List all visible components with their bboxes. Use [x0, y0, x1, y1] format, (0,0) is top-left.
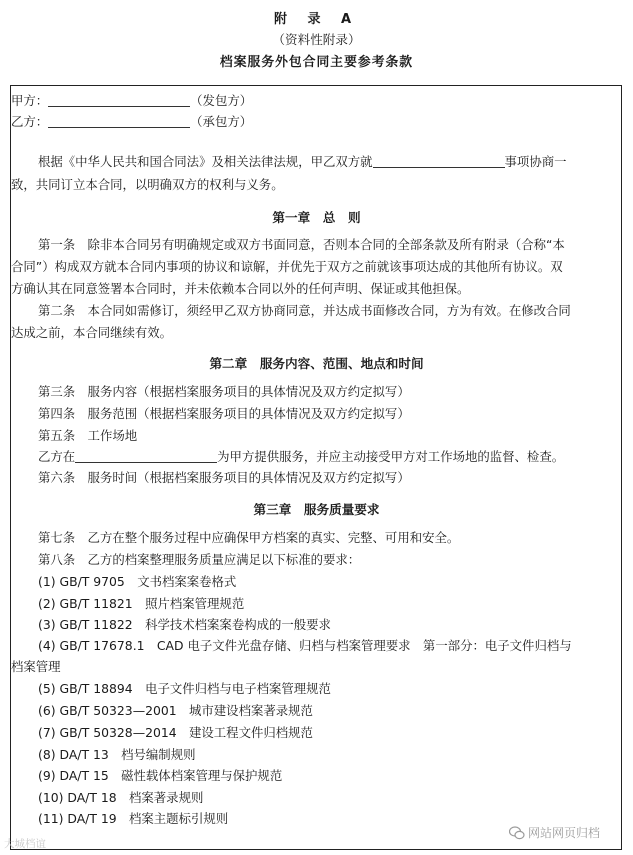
standard-item: (9) DA/T 15 磁性载体档案管理与保护规范 [38, 768, 283, 783]
article-1-line-2: 合同”）构成双方就本合同内事项的协议和谅解，并优先于双方之前就该事项达成的其他所有协议。双 [11, 259, 563, 274]
party-b-label: 乙方： [11, 114, 49, 129]
watermark-left: 大城档谊 [4, 838, 46, 850]
article-5-venue-line [38, 449, 564, 465]
party-a-blank [48, 94, 190, 107]
article-6: 第六条 服务时间（根据档案服务项目的具体情况及双方约定拟写） [38, 470, 410, 485]
party-a-label: 甲方： [11, 93, 49, 108]
standard-item-continuation: 档案管理 [11, 659, 61, 674]
article-7: 第七条 乙方在整个服务过程中应确保甲方档案的真实、完整、可用和安全。 [38, 530, 460, 545]
standard-item: (1) GB/T 9705 文书档案案卷格式 [38, 574, 237, 589]
standard-item: (8) DA/T 13 档号编制规则 [38, 747, 196, 762]
chapter-2-title: 第二章 服务内容、范围、地点和时间 [209, 356, 424, 371]
standard-item: (6) GB/T 50323—2001 城市建设档案著录规范 [38, 703, 313, 718]
wechat-icon [509, 826, 525, 840]
party-a-role: （发包方） [190, 93, 253, 108]
article-1-line-1: 第一条 除非本合同另有明确规定或双方书面同意，否则本合同的全部条款及所有附录（合称“本 [38, 237, 565, 252]
party-b-blank [48, 115, 190, 128]
article-3: 第三条 服务内容（根据档案服务项目的具体情况及双方约定拟写） [38, 384, 410, 399]
watermark-right-text: 网站网页归档 [528, 826, 601, 840]
intro-text-post: 事项协商一 [504, 154, 567, 169]
article-5-venue-pre: 乙方在 [38, 449, 76, 464]
party-b-line [11, 114, 252, 130]
intro-line-1 [38, 154, 567, 170]
article-2-line-2: 达成之前，本合同继续有效。 [11, 325, 173, 340]
party-a-line [11, 93, 252, 109]
watermark-right [505, 822, 604, 843]
standard-item: (7) GB/T 50328—2014 建设工程文件归档规范 [38, 725, 313, 740]
article-4: 第四条 服务范围（根据档案服务项目的具体情况及双方约定拟写） [38, 406, 410, 421]
standard-item: (2) GB/T 11821 照片档案管理规范 [38, 596, 245, 611]
intro-line-2: 致，共同订立本合同，以明确双方的权利与义务。 [11, 177, 284, 192]
chapter-3-title: 第三章 服务质量要求 [253, 502, 380, 517]
appendix-note: （资料性附录） [272, 32, 361, 47]
party-b-role: （承包方） [190, 114, 253, 129]
intro-blank [373, 155, 505, 168]
article-5-venue-post: 为甲方提供服务，并应主动接受甲方对工作场地的监督、检查。 [217, 449, 565, 464]
article-8: 第八条 乙方的档案整理服务质量应满足以下标准的要求： [38, 552, 361, 567]
article-5-venue-blank [75, 450, 217, 463]
chapter-1-title: 第一章 总 则 [272, 210, 361, 225]
standard-item: (3) GB/T 11822 科学技术档案案卷构成的一般要求 [38, 617, 331, 632]
standard-item: (5) GB/T 18894 电子文件归档与电子档案管理规范 [38, 681, 331, 696]
standard-item: (4) GB/T 17678.1 CAD 电子文件光盘存储、归档与档案管理要求 第一部分：电子文件归档与 [38, 638, 572, 653]
article-5: 第五条 工作场地 [38, 428, 138, 443]
article-2-line-1: 第二条 本合同如需修订，须经甲乙双方协商同意，并达成书面修改合同，方为有效。在修改合同 [38, 303, 571, 318]
appendix-name: 档案服务外包合同主要参考条款 [219, 55, 414, 70]
appendix-title: 附 录 A [273, 12, 360, 27]
standard-item: (11) DA/T 19 档案主题标引规则 [38, 811, 229, 826]
article-1-line-3: 方确认其在同意签署本合同时，并未依赖本合同以外的任何声明、保证或其他担保。 [11, 281, 470, 296]
intro-text-pre: 根据《中华人民共和国合同法》及相关法律法规，甲乙双方就 [38, 154, 373, 169]
standard-item: (10) DA/T 18 档案著录规则 [38, 790, 204, 805]
